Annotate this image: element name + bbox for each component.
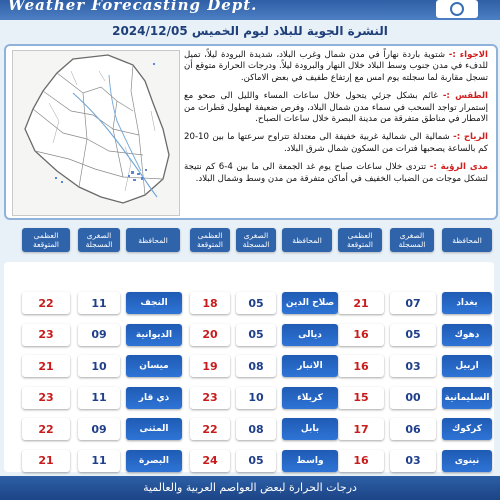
header-min-recorded: الصغرى المسجلة (236, 228, 276, 252)
governorate-cell: ديالى (282, 324, 338, 346)
max-temp-cell: 20 (190, 324, 230, 346)
governorate-cell: الانبار (282, 355, 338, 377)
footer-banner: درجات الحرارة لبعض العواصم العربية والعالمية (0, 476, 500, 500)
governorate-cell: نينوى (442, 450, 492, 472)
max-temp-cell: 16 (338, 324, 384, 346)
max-temp-cell: 15 (338, 387, 384, 409)
max-temp-cell: 22 (190, 418, 230, 440)
forecast-body: غائم بشكل جزئي يتحول خلال ساعات المساء والليل الى صحو مع إستمرار تواجد السحب في سماء مدن شمال البلاد، وفرص ضعيفة لهطول قطرات من الامطار في مناطق متفرقة من مدينة البصرة خلال ساعات الصباح. (184, 91, 488, 125)
bulletin-title: النشرة الجوية للبلاد ليوم الخميس 2024/12/05 (112, 24, 388, 38)
min-temp-cell: 08 (236, 418, 276, 440)
iraq-map (12, 50, 180, 216)
governorate-cell: بغداد (442, 292, 492, 314)
max-temp-cell: 21 (338, 292, 384, 314)
min-temp-cell: 05 (236, 292, 276, 314)
min-temp-cell: 05 (236, 324, 276, 346)
forecast-body: شتوية باردة نهاراً في مدن شمال وغرب البلاد، شديدة البرودة ليلاً، تميل للدفء في مدن جنوب وسط البلاد خلال النهار والبرودة ليلاً. ودرجات الحرارة متوقع أن تسجل مقاربة لما سجلته يوم امس مع إرتفاع طفيف في بعض الاماكن. (184, 50, 488, 83)
min-temp-cell: 05 (236, 450, 276, 472)
max-temp-cell: 24 (190, 450, 230, 472)
governorate-cell: النجف (126, 292, 182, 314)
forecast-paragraph-visibility (184, 162, 488, 185)
header-max-expected: العظمى المتوقعة (190, 228, 230, 252)
map-drawing (13, 51, 179, 215)
governorate-cell: اربيل (442, 355, 492, 377)
governorate-cell: الديوانية (126, 324, 182, 346)
governorate-cell: بابل (282, 418, 338, 440)
department-subtitle: Weather Forecasting Dept. (8, 0, 258, 14)
max-temp-cell: 16 (338, 355, 384, 377)
max-temp-cell: 16 (338, 450, 384, 472)
forecast-paragraph-weather (184, 91, 488, 125)
max-temp-cell: 22 (22, 292, 70, 314)
forecast-label: الطقس :- (442, 91, 488, 102)
forecast-body: تتردى خلال ساعات صباح يوم غد الجمعة الى ما بين 4-6 كم نتيجة لتشكل موجات من الضباب الخفيف في أماكن متفرقة من مدن وسط وشمال البلاد. (184, 162, 488, 184)
forecast-paragraph-atmosphere (184, 50, 488, 84)
governorate-cell: كركوك (442, 418, 492, 440)
min-temp-cell: 00 (390, 387, 436, 409)
governorate-cell: السليمانية (442, 387, 492, 409)
min-temp-cell: 06 (390, 418, 436, 440)
min-temp-cell: 05 (390, 324, 436, 346)
governorate-cell: كربلاء (282, 387, 338, 409)
governorate-cell: البصرة (126, 450, 182, 472)
max-temp-cell: 23 (22, 324, 70, 346)
max-temp-cell: 23 (22, 387, 70, 409)
forecast-label: مدى الرؤية :- (429, 162, 488, 173)
forecast-panel (4, 44, 498, 220)
governorate-cell: واسط (282, 450, 338, 472)
header-max-expected: العظمى المتوقعة (338, 228, 382, 252)
header-max-expected: العظمى المتوقعة (22, 228, 70, 252)
header-min-recorded: الصغرى المسجلة (390, 228, 434, 252)
min-temp-cell: 03 (390, 355, 436, 377)
header-governorate: المحافظة (126, 228, 180, 252)
temperature-table (4, 262, 494, 472)
governorate-cell: صلاح الدين (282, 292, 338, 314)
forecast-body: شمالية الى شمالية غربية خفيفة الى معتدلة تتراوح سرعتها ما بين 10-20 كم بالساعة يصحبها فترات من السكون شمال شرق البلاد. (184, 132, 488, 154)
forecast-label: الاجواء :- (448, 50, 489, 60)
header-governorate: المحافظة (282, 228, 332, 252)
governorate-cell: ذي قار (126, 387, 182, 409)
header-governorate: المحافظة (442, 228, 492, 252)
governorate-cell: المثنى (126, 418, 182, 440)
governorate-cell: دهوك (442, 324, 492, 346)
min-temp-cell: 11 (78, 450, 120, 472)
min-temp-cell: 09 (78, 324, 120, 346)
min-temp-cell: 11 (78, 387, 120, 409)
min-temp-cell: 10 (236, 387, 276, 409)
forecast-text (184, 50, 488, 214)
max-temp-cell: 18 (190, 292, 230, 314)
max-temp-cell: 19 (190, 355, 230, 377)
max-temp-cell: 21 (22, 355, 70, 377)
min-temp-cell: 07 (390, 292, 436, 314)
header-band (0, 0, 500, 20)
max-temp-cell: 23 (190, 387, 230, 409)
header-min-recorded: الصغرى المسجلة (78, 228, 120, 252)
forecast-label: الرياح :- (453, 132, 488, 143)
logo-icon (436, 0, 478, 18)
max-temp-cell: 17 (338, 418, 384, 440)
forecast-paragraph-wind (184, 132, 488, 155)
min-temp-cell: 03 (390, 450, 436, 472)
max-temp-cell: 22 (22, 418, 70, 440)
min-temp-cell: 10 (78, 355, 120, 377)
governorate-cell: ميسان (126, 355, 182, 377)
max-temp-cell: 21 (22, 450, 70, 472)
min-temp-cell: 09 (78, 418, 120, 440)
min-temp-cell: 08 (236, 355, 276, 377)
min-temp-cell: 11 (78, 292, 120, 314)
